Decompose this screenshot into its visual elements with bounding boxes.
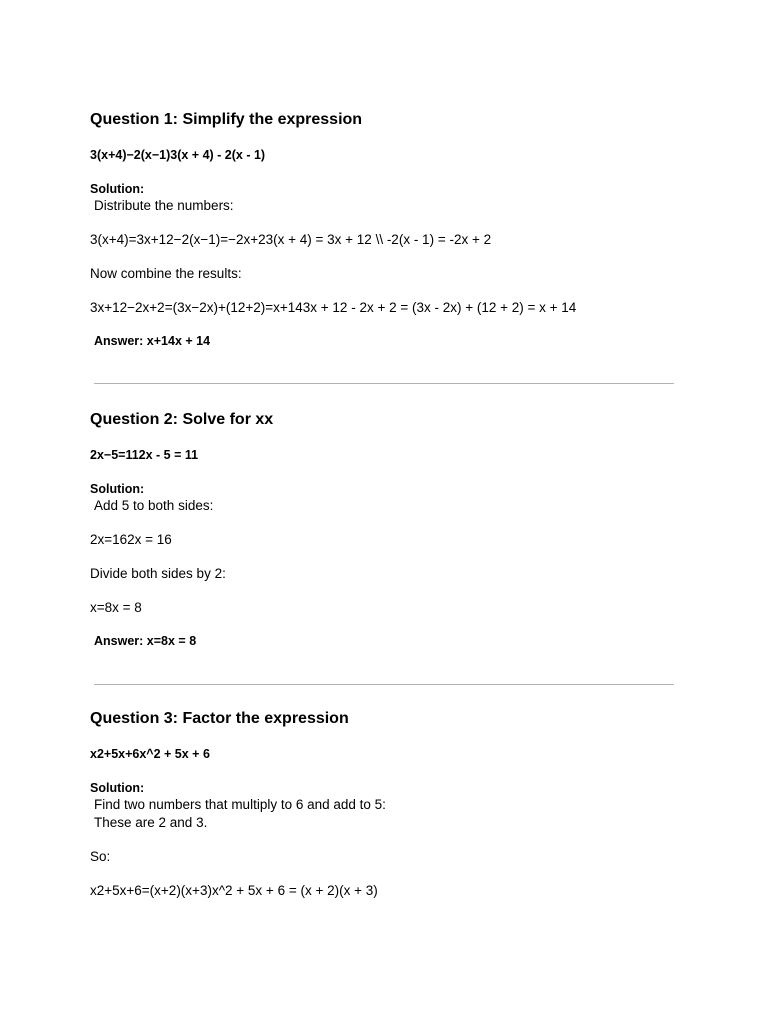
question-title: Question 2: Solve for xx — [90, 411, 274, 428]
question-2 — [90, 410, 690, 649]
solution-step: Divide both sides by 2: — [90, 566, 226, 581]
solution-step: Find two numbers that multiply to 6 and add to 5: — [94, 797, 386, 812]
question-3 — [90, 709, 690, 900]
solution-step: Add 5 to both sides: — [94, 498, 214, 513]
solution-label: Solution: — [90, 182, 145, 196]
divider — [94, 383, 674, 384]
question-title: Question 1: Simplify the expression — [90, 111, 363, 128]
problem-expression: x2+5x+6x^2 + 5x + 6 — [90, 747, 210, 761]
solution-equation: x=8x = 8 — [90, 600, 142, 615]
question-1 — [90, 110, 690, 349]
answer: Answer: x+14x + 14 — [94, 334, 211, 348]
solution-label: Solution: — [90, 482, 145, 496]
solution-step: Distribute the numbers: — [94, 198, 234, 213]
solution-step: Now combine the results: — [90, 266, 242, 281]
solution-label: Solution: — [90, 781, 145, 795]
solution-equation: x2+5x+6=(x+2)(x+3)x^2 + 5x + 6 = (x + 2)(x + 3) — [90, 883, 378, 898]
solution-equation: 3(x+4)=3x+12−2(x−1)=−2x+23(x + 4) = 3x + 12 \\ -2(x - 1) = -2x + 2 — [90, 232, 492, 247]
solution-step: These are 2 and 3. — [94, 815, 208, 830]
solution-equation: 2x=162x = 16 — [90, 532, 172, 547]
problem-expression: 3(x+4)−2(x−1)3(x + 4) - 2(x - 1) — [90, 148, 266, 162]
question-title: Question 3: Factor the expression — [90, 710, 349, 727]
solution-equation: 3x+12−2x+2=(3x−2x)+(12+2)=x+143x + 12 - 2x + 2 = (3x - 2x) + (12 + 2) = x + 14 — [90, 300, 577, 315]
problem-expression: 2x−5=112x - 5 = 11 — [90, 448, 199, 462]
divider — [94, 684, 674, 685]
answer: Answer: x=8x = 8 — [94, 634, 197, 648]
solution-step: So: — [90, 849, 111, 864]
